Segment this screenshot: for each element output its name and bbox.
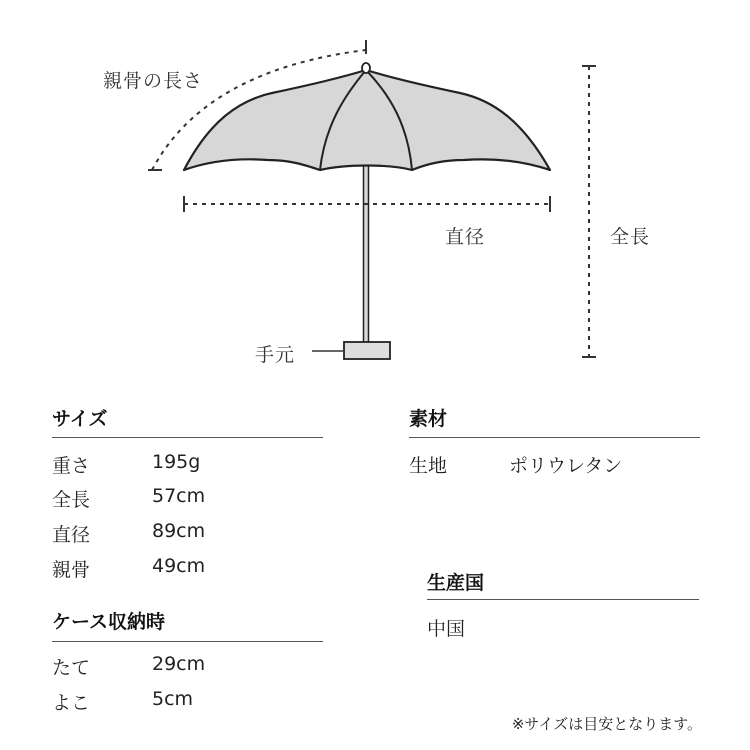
umbrella-handle	[344, 342, 390, 359]
spec-value: 57cm	[152, 485, 206, 507]
case-section-divider	[52, 641, 323, 642]
spec-value: 29cm	[152, 653, 206, 675]
spec-label: 親骨	[52, 559, 91, 581]
total-length-label: 全長	[610, 226, 651, 248]
origin-section-title: 生産国	[427, 572, 485, 594]
spec-label: 直径	[52, 524, 91, 546]
spec-value: 89cm	[152, 520, 206, 542]
handle-label: 手元	[255, 344, 296, 366]
material-section-divider	[409, 437, 700, 438]
spec-label: 重さ	[52, 455, 91, 477]
rib-length-label: 親骨の長さ	[103, 70, 204, 92]
spec-label: よこ	[52, 692, 91, 714]
size-footnote: ※サイズは目安となります。	[511, 715, 702, 733]
spec-label: 生地	[409, 455, 448, 477]
umbrella-shaft	[364, 165, 369, 343]
diameter-label: 直径	[445, 226, 486, 248]
material-section-title: 素材	[409, 408, 448, 430]
case-section-title: ケース収納時	[52, 611, 166, 633]
spec-value: 195g	[152, 451, 201, 473]
size-section-title: サイズ	[52, 408, 108, 430]
origin-value: 中国	[427, 618, 466, 640]
spec-value: ポリウレタン	[509, 455, 623, 477]
spec-label: たて	[52, 657, 91, 679]
umbrella-canopy	[184, 70, 550, 170]
umbrella-tip	[362, 63, 370, 73]
spec-value: 49cm	[152, 555, 206, 577]
spec-label: 全長	[52, 489, 91, 511]
spec-value: 5cm	[152, 688, 194, 710]
size-section-divider	[52, 437, 323, 438]
origin-section-divider	[427, 599, 699, 600]
